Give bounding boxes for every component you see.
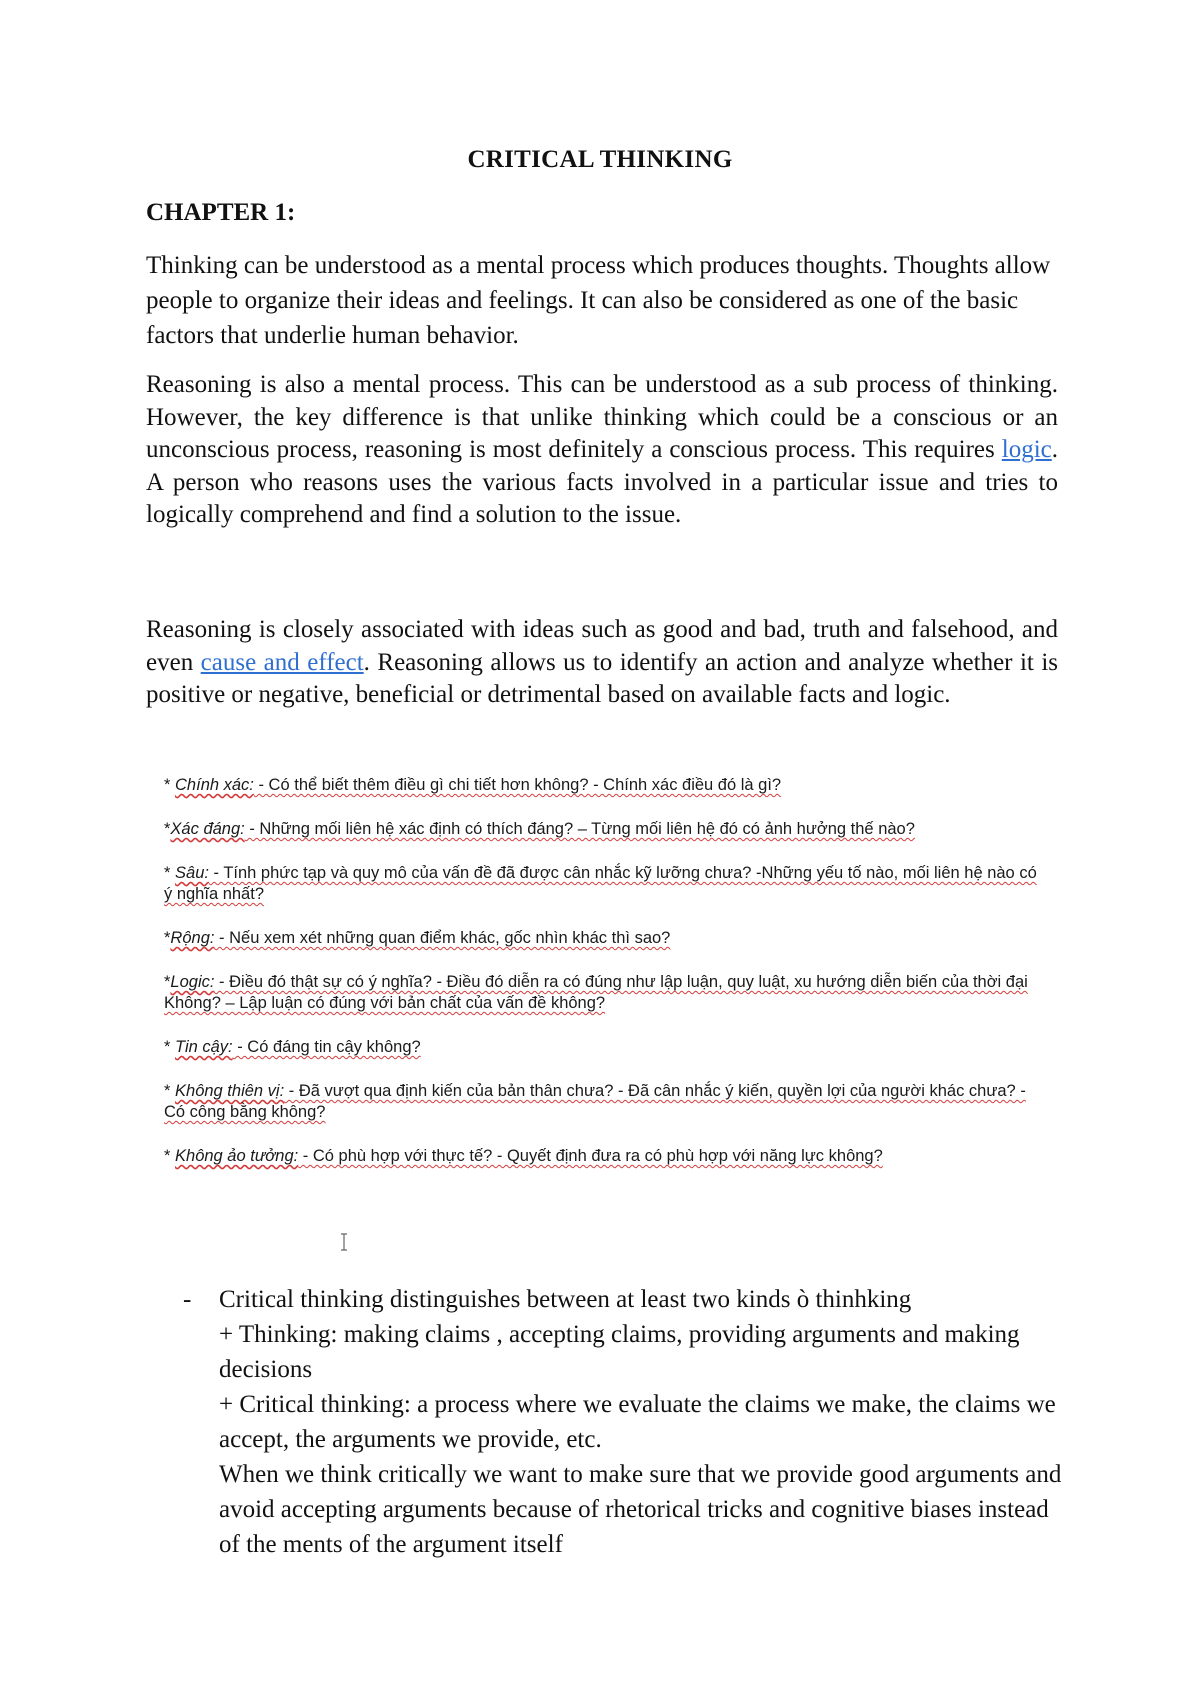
bullet-content bbox=[219, 1282, 1069, 1562]
checklist-item bbox=[164, 863, 1044, 905]
checklist-term: Sâu: bbox=[175, 864, 209, 882]
paragraph-reasoning bbox=[146, 369, 1058, 532]
bullet-star: * bbox=[164, 1147, 176, 1165]
checklist-text: - Điều đó thật sự có ý nghĩa? - Điều đó diễn ra có đúng như lập luận, quy luật, xu hướng diễn biến của thời đại Không? – Lập luận có đúng với bản chất của vấn đề không? bbox=[164, 973, 1028, 1012]
bullet-line: When we think critically we want to make sure that we provide good arguments and avoid accepting arguments because of rhetorical tricks and cognitive biases instead of the ments of the argument itself bbox=[219, 1461, 1062, 1558]
checklist-item bbox=[164, 928, 1044, 949]
bullet-marker: - bbox=[183, 1286, 192, 1313]
document-title: CRITICAL THINKING bbox=[467, 146, 733, 173]
paragraph-reasoning-associations bbox=[146, 614, 1058, 712]
bullet-star: * bbox=[164, 776, 176, 794]
bullet-star: * bbox=[164, 820, 171, 838]
checklist-text: - Đã vượt qua định kiến của bản thân chưa? - Đã cân nhắc ý kiến, quyền lợi của người khác chưa? - Có công bằng không? bbox=[164, 1082, 1026, 1121]
bullet-star: * bbox=[164, 1038, 176, 1056]
checklist-term: Tin cậy: bbox=[175, 1038, 233, 1056]
checklist-text: - Những mối liên hệ xác định có thích đáng? – Từng mối liên hệ đó có ảnh hưởng thế nào? bbox=[244, 820, 915, 838]
checklist-term: Không thiên vị: bbox=[175, 1082, 285, 1100]
checklist-term: Không ảo tưởng: bbox=[175, 1147, 299, 1165]
chapter-heading: CHAPTER 1: bbox=[146, 199, 296, 226]
paragraph-text: . A person who reasons uses the various facts involved in a particular issue and tries to logically comprehend and find a solution to the issue. bbox=[146, 436, 1058, 528]
paragraph-text: Reasoning is closely associated with ideas such as good and bad, truth and falsehood, and even bbox=[146, 616, 1058, 676]
checklist-item bbox=[164, 972, 1044, 1014]
paragraph-text: Reasoning is also a mental process. This can be understood as a sub process of thinking. However, the key difference is that unlike thinking which could be a conscious or an unconscious process, reasoning is most definitely a conscious process. This requires bbox=[146, 371, 1058, 463]
logic-link[interactable]: logic bbox=[1001, 436, 1052, 463]
text-cursor-icon bbox=[339, 1233, 349, 1251]
checklist-term: Xác đáng: bbox=[170, 820, 245, 838]
checklist-term: Chính xác: bbox=[175, 776, 254, 794]
checklist-item bbox=[164, 775, 1044, 796]
paragraph-text: . Reasoning allows us to identify an action and analyze whether it is positive or negative, beneficial or detrimental based on available facts and logic. bbox=[146, 648, 1059, 708]
checklist-text: - Tính phức tạp và quy mô của vấn đề đã được cân nhắc kỹ lưỡng chưa? -Những yếu tố nào, mối liên hệ nào có ý nghĩa nhất? bbox=[164, 864, 1037, 903]
bullet-star: * bbox=[164, 864, 176, 882]
checklist-term: Logic: bbox=[170, 973, 215, 991]
bullet-star: * bbox=[164, 929, 171, 947]
checklist-item bbox=[164, 1037, 1044, 1058]
bullet-line: Critical thinking distinguishes between at least two kinds ò thinhking bbox=[219, 1286, 912, 1313]
checklist-text: - Có phù hợp với thực tế? - Quyết định đưa ra có phù hợp với năng lực không? bbox=[298, 1147, 883, 1165]
bullet-line: + Thinking: making claims , accepting claims, providing arguments and making decisions bbox=[219, 1321, 1020, 1383]
bullet-star: * bbox=[164, 1082, 176, 1100]
bullet-star: * bbox=[164, 973, 171, 991]
checklist-term: Rộng: bbox=[170, 929, 215, 947]
checklist-item bbox=[164, 1146, 1044, 1167]
paragraph-thinking: Thinking can be understood as a mental process which produces thoughts. Thoughts allow people to organize their ideas and feelings. It can also be considered as one of the basic factors that underlie human behavior. bbox=[146, 252, 1051, 349]
checklist-item bbox=[164, 819, 1044, 840]
bullet-line: + Critical thinking: a process where we evaluate the claims we make, the claims we accept, the arguments we provide, etc. bbox=[219, 1391, 1056, 1453]
checklist-item bbox=[164, 1081, 1044, 1123]
checklist-text: - Có thể biết thêm điều gì chi tiết hơn không? - Chính xác điều đó là gì? bbox=[253, 776, 782, 794]
cause-and-effect-link[interactable]: cause and effect bbox=[200, 648, 364, 676]
checklist-text: - Nếu xem xét những quan điểm khác, gốc nhìn khác thì sao? bbox=[214, 929, 671, 947]
checklist-text: - Có đáng tin cậy không? bbox=[232, 1038, 421, 1056]
checklist-image bbox=[164, 775, 1044, 1255]
